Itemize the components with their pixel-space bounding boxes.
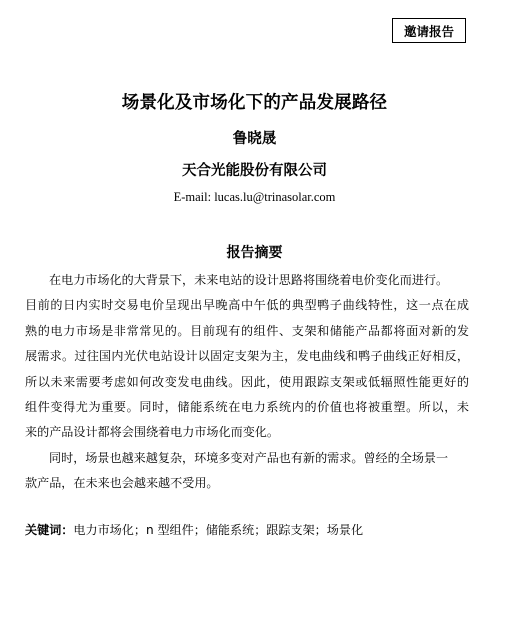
- keywords-label: 关键词：: [25, 523, 74, 537]
- abstract-line: 款产品，在未来也会越来越不受用。: [25, 476, 219, 491]
- author-name: 鲁晓晟: [232, 131, 277, 147]
- abstract-line: 在电力市场化的大背景下，未来电站的设计思路将围绕着电价变化而进行。: [49, 273, 449, 287]
- paper-title: 场景化及市场化下的产品发展路径: [121, 93, 388, 113]
- author-affiliation: 天合光能股份有限公司: [182, 163, 327, 179]
- abstract-line: 目前的日内实时交易电价呈现出早晚高中午低的典型鸭子曲线特性，这一点在成: [25, 298, 469, 313]
- abstract-line: 组件变得尤为重要。同时，储能系统在电力系统内的价值也将被重塑。所以，未: [25, 400, 469, 415]
- author-email: E-mail: lucas.lu@trinasolar.com: [173, 190, 336, 204]
- abstract-heading: 报告摘要: [226, 245, 283, 261]
- abstract-line: 同时，场景也越来越复杂，环境多变对产品也有新的需求。曾经的全场景一: [49, 450, 449, 465]
- abstract-line: 所以未来需要考虑如何改变发电曲线。因此，使用跟踪支架或低辐照性能更好的: [25, 374, 469, 389]
- abstract-body: [25, 268, 469, 497]
- report-type-badge: 邀请报告: [392, 18, 466, 43]
- keywords-text: 电力市场化；n 型组件；储能系统；跟踪支架；场景化: [73, 523, 364, 537]
- abstract-line: 来的产品设计都将会围绕着电力市场化而变化。: [25, 425, 279, 440]
- abstract-line: 熟的电力市场是非常常见的。目前现有的组件、支架和储能产品都将面对新的发: [25, 323, 469, 338]
- keywords: [25, 521, 363, 538]
- abstract-line: 展需求。过往国内光伏电站设计以固定支架为主，发电曲线和鸭子曲线正好相反，: [25, 349, 469, 364]
